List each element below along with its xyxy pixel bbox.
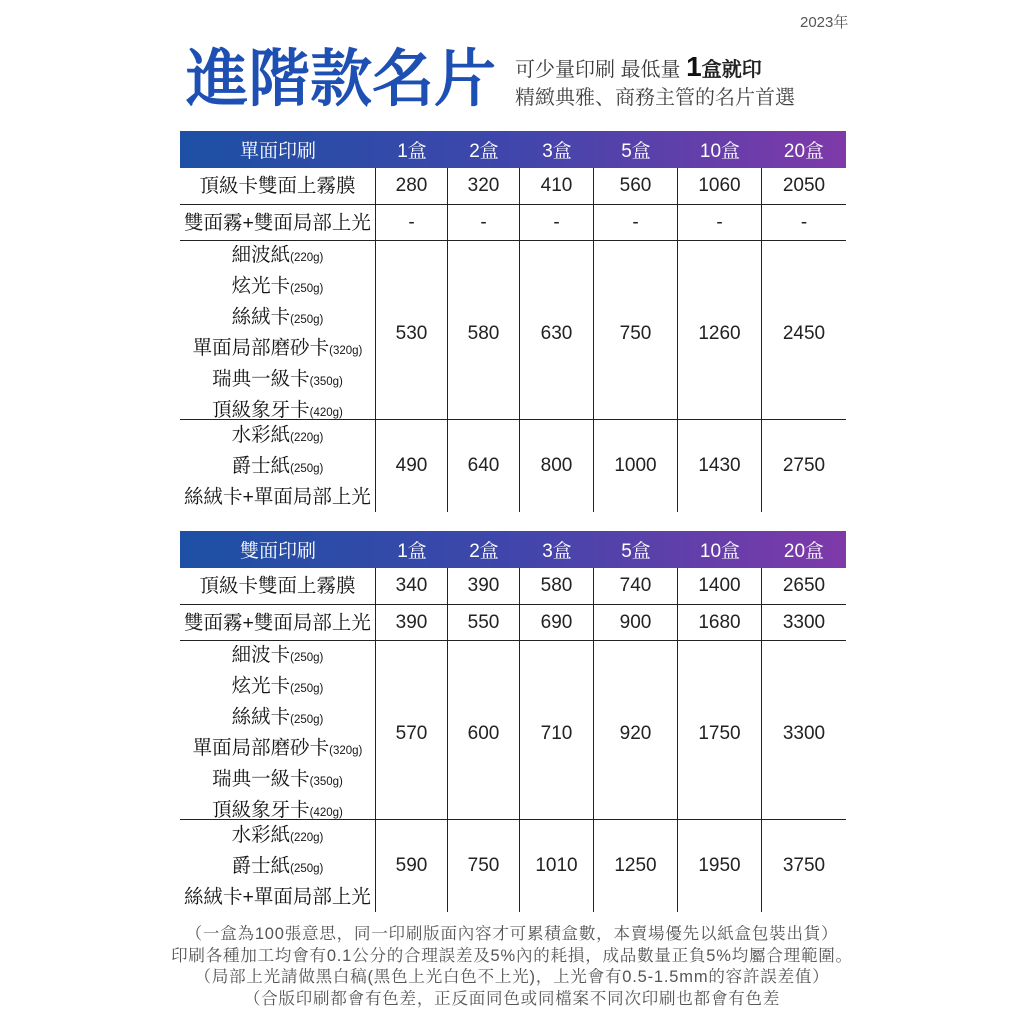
product-label-line [193,334,363,365]
product-label-line [212,765,343,796]
product-name: 瑞典一級卡 [212,368,310,390]
price-cell: 530 [376,241,448,427]
table-header-row [180,131,846,168]
product-label-line [184,883,371,911]
price-cell: 550 [448,605,520,640]
page-title: 進階款名片 [186,45,497,114]
product-label-line [184,483,371,511]
product-name: 瑞典一級卡 [212,768,310,790]
product-label-cell [180,820,376,912]
minimum-quantity-highlight: 1 [686,51,702,82]
paper-weight: (250g) [290,714,324,726]
product-name: 頂級卡雙面上霧膜 [199,575,356,597]
table-row [180,168,846,205]
paper-weight: (320g) [329,745,363,757]
product-name: 雙面霧+雙面局部上光 [184,611,371,634]
product-label-line [199,572,355,600]
product-label-line [232,852,324,883]
price-cell: 590 [376,820,448,912]
price-cell: 2750 [782,455,826,476]
product-label-line [232,672,324,703]
table-header-row [180,531,846,568]
print-type-header: 單面印刷 [239,141,316,162]
footnotes [0,924,1024,1011]
product-label-cell [180,241,376,427]
quantity-column-header: 1盒 [397,141,427,162]
quantity-column-header: 5盒 [621,541,651,562]
price-cell: 1260 [678,241,762,427]
price-cell: 340 [376,568,448,604]
price-cell: 1010 [520,820,594,912]
price-cell: 280 [376,168,448,204]
year-label: 2023年 [800,14,849,31]
price-cell: 2450 [782,323,826,344]
paper-weight: (220g) [290,432,324,444]
product-label-line [212,365,343,396]
paper-weight: (420g) [309,407,343,419]
price-cell: 320 [448,168,520,204]
product-name: 細波卡 [231,644,291,666]
footnote-line: （局部上光請做黑白稿(黑色上光白色不上光)，上光會有0.5-1.5mm的容許誤差值） [194,968,830,987]
product-name: 水彩紙 [231,824,291,846]
table-row [180,820,846,912]
footnote-line: （合版印刷都會有色差，正反面同色或同檔案不同次印刷也都會有色差 [243,990,781,1009]
paper-weight: (250g) [290,652,324,664]
price-cell: 570 [376,641,448,827]
product-label-line [184,609,371,637]
double-sided-price-table [180,531,846,912]
paper-weight: (250g) [290,314,324,326]
paper-weight: (220g) [290,252,324,264]
product-label-cell [180,168,376,204]
product-name: 炫光卡 [231,275,291,297]
price-cell: 580 [520,568,594,604]
product-label-line [232,452,324,483]
product-label-line [199,172,355,200]
price-cell: 1000 [594,420,678,512]
price-cell: 390 [448,568,520,604]
product-name: 爵士紙 [231,855,291,877]
quantity-column-header: 10盒 [699,541,741,562]
product-name: 絲絨卡+單面局部上光 [184,886,371,908]
product-label-line [232,272,324,303]
product-name: 雙面霧+雙面局部上光 [184,211,371,234]
product-label-line [193,734,363,765]
product-name: 絲絨卡 [231,306,291,328]
paper-weight: (220g) [290,832,324,844]
price-cell: 800 [520,420,594,512]
paper-weight: (350g) [309,376,343,388]
subtitle-prefix: 可少量印刷 最低量 [515,59,687,81]
product-label-line [232,821,324,852]
quantity-column-header: 3盒 [542,141,572,162]
price-cell: 750 [448,820,520,912]
price-cell: 2650 [782,575,826,596]
quantity-column-header: 5盒 [621,141,651,162]
table-row [180,641,846,820]
product-name: 頂級象牙卡 [212,399,310,421]
price-cell: 490 [376,420,448,512]
price-cell: 580 [448,241,520,427]
table-row [180,241,846,420]
table-row [180,205,846,241]
product-label-cell [180,568,376,604]
paper-weight: (420g) [309,807,343,819]
product-label-cell [180,605,376,640]
print-type-header: 雙面印刷 [239,541,316,562]
price-cell: 900 [594,605,678,640]
quantity-column-header: 10盒 [699,141,741,162]
price-cell: 2050 [782,175,826,196]
quantity-column-header: 20盒 [783,541,825,562]
price-cell: 560 [594,168,678,204]
price-cell: - [520,205,594,240]
price-cell: 1750 [678,641,762,827]
price-cell: 1250 [594,820,678,912]
quantity-column-header: 2盒 [469,141,499,162]
price-cell: 3300 [782,723,826,744]
product-name: 絲絨卡+單面局部上光 [184,486,371,508]
product-label-line [232,641,324,672]
footnote-line: （一盒為100張意思，同一印刷版面內容才可累積盒數，本賣場優先以紙盒包裝出貨） [185,925,839,943]
price-cell: 600 [448,641,520,827]
table-row [180,605,846,641]
price-cell: 690 [520,605,594,640]
price-cell: 920 [594,641,678,827]
product-label-cell [180,420,376,512]
price-cell: 740 [594,568,678,604]
product-name: 單面局部磨砂卡 [192,737,330,759]
product-label-cell [180,205,376,240]
single-sided-price-table [180,131,846,512]
price-cell: 1680 [678,605,762,640]
price-cell: - [800,211,808,233]
price-cell: - [594,205,678,240]
product-label-line [232,421,324,452]
product-name: 單面局部磨砂卡 [192,337,330,359]
product-name: 水彩紙 [231,424,291,446]
product-label-line [232,303,324,334]
quantity-column-header: 3盒 [542,541,572,562]
product-label-line [232,703,324,734]
price-cell: 3300 [782,611,826,633]
product-name: 爵士紙 [231,455,291,477]
footnote-line: 印刷各種加工均會有0.1公分的合理誤差及5%內的耗損，成品數量正負5%均屬合理範圍。 [171,946,853,965]
quantity-column-header: 1盒 [397,541,427,562]
paper-weight: (250g) [290,863,324,875]
product-name: 炫光卡 [231,675,291,697]
product-name: 絲絨卡 [231,706,291,728]
product-name: 頂級卡雙面上霧膜 [199,175,356,197]
table-row [180,568,846,605]
product-label-line [184,209,371,237]
price-cell: 1060 [678,168,762,204]
price-cell: - [376,205,448,240]
price-cell: 750 [594,241,678,427]
paper-weight: (250g) [290,283,324,295]
subtitle-line-1 [515,52,762,85]
subtitle-line-2: 精緻典雅、商務主管的名片首選 [515,87,795,109]
price-cell: - [678,205,762,240]
product-name: 頂級象牙卡 [212,799,310,821]
product-label-cell [180,641,376,827]
subtitle-suffix: 盒就印 [701,59,762,81]
price-cell: - [448,205,520,240]
price-cell: 410 [520,168,594,204]
table-row [180,420,846,512]
price-cell: 1950 [678,820,762,912]
quantity-column-header: 20盒 [783,141,825,162]
paper-weight: (250g) [290,683,324,695]
price-cell: 3750 [782,855,826,876]
product-label-line [232,241,324,272]
quantity-column-header: 2盒 [469,541,499,562]
price-cell: 630 [520,241,594,427]
price-cell: 710 [520,641,594,827]
paper-weight: (350g) [309,776,343,788]
product-name: 細波紙 [231,244,291,266]
price-cell: 1400 [678,568,762,604]
paper-weight: (320g) [329,345,363,357]
price-cell: 390 [376,605,448,640]
price-cell: 1430 [678,420,762,512]
price-cell: 640 [448,420,520,512]
paper-weight: (250g) [290,463,324,475]
